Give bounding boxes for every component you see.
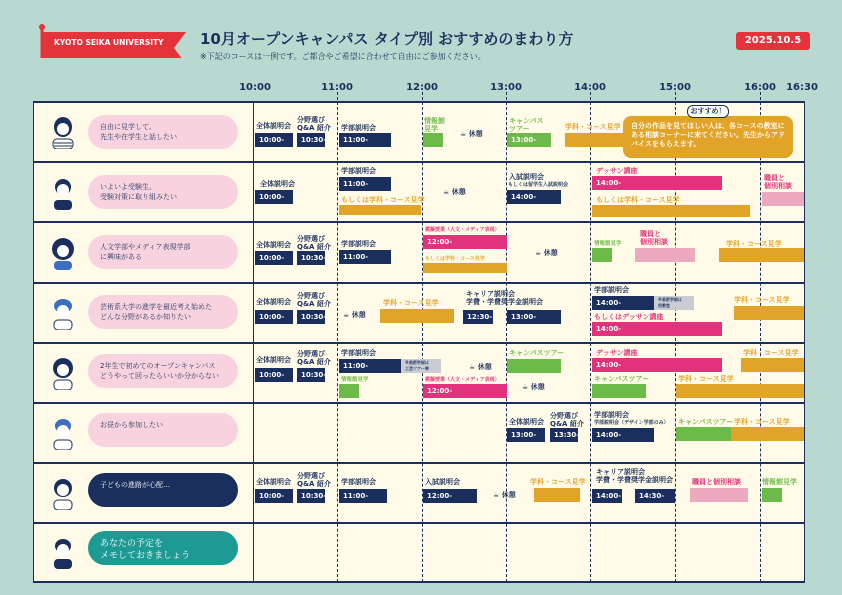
event-label: 全体説明会 <box>256 478 291 486</box>
time-gridline <box>422 92 423 582</box>
event-label: 分野選び Q&A 紹介 <box>297 350 331 366</box>
event-label: 模擬授業（人文・メディア表現） <box>425 227 500 233</box>
event-label: 学部説明会 <box>341 124 376 132</box>
time-bar: 14:00- <box>592 296 654 310</box>
event-label: 情報館見学 <box>594 241 622 247</box>
time-bar: 10:30- <box>297 310 325 324</box>
row-divider <box>33 342 805 344</box>
time-bar: 10:00- <box>255 310 293 324</box>
event-label: キャリア説明会 学費・学費奨学金説明会 <box>466 290 543 306</box>
cup-icon: ☕ <box>469 363 476 371</box>
event-bar <box>741 358 804 372</box>
break-label: ☕ 休憩 <box>443 188 466 196</box>
time-gridline <box>760 92 761 582</box>
event-label: 全体説明会 <box>509 418 544 426</box>
event-label: キャンパスツアー <box>594 375 650 383</box>
persona-bubble: 芸術系大学の進学を最近考え始めた どんな分野があるか知りたい <box>88 295 238 329</box>
persona-bubble: 自由に見学して、 先生や在学生と話したい <box>88 115 238 149</box>
event-label: 学科・コース見学 <box>743 349 799 357</box>
time-bar: 11:00- <box>339 250 391 264</box>
event-bar <box>676 384 804 398</box>
time-bar: 14:00- <box>592 489 622 503</box>
memo-bubble: あなたの予定を メモしておきましょう <box>88 531 238 565</box>
event-bar <box>507 359 561 373</box>
event-label: 分野選び Q&A 紹介 <box>297 235 331 251</box>
time-bar: 10:00- <box>255 190 293 204</box>
event-label: 学部説明会 <box>341 349 376 357</box>
time-gridline <box>337 92 338 582</box>
person-avatar-icon <box>48 535 78 569</box>
event-bar <box>339 205 421 215</box>
time-gridline <box>590 92 591 582</box>
person-avatar-icon <box>48 416 78 450</box>
time-bar: 10:30- <box>297 368 325 382</box>
event-label: キャリア説明会 学費・学費奨学金説明会 <box>596 468 673 484</box>
time-label: 15:00 <box>659 82 691 93</box>
event-label: デッサン講座 <box>596 349 638 357</box>
time-bar: 10:00- <box>255 251 293 265</box>
recommend-badge: おすすめ！ <box>687 105 729 118</box>
persona-bubble: 2年生で初めてのオープンキャンパス どうやって回ったらいいか分からない <box>88 354 238 388</box>
time-label: 11:00 <box>321 82 353 93</box>
page-subtitle: ※下記のコースは一例です。ご都合やご希望に合わせて自由にご参加ください。 <box>200 52 486 61</box>
cup-icon: ☕ <box>343 311 350 319</box>
time-label: 16:30 <box>786 82 818 93</box>
time-bar: 10:00- <box>255 489 293 503</box>
event-bar <box>762 192 804 206</box>
event-label: もしくは学科・コース見学 <box>341 196 425 204</box>
time-bar: 10:30- <box>297 251 325 265</box>
time-bar: 10:30- <box>297 133 325 147</box>
event-label: もしくは学科・コース見学 <box>596 196 680 204</box>
time-label: 14:00 <box>574 82 606 93</box>
event-label: 職員と個別相談 <box>692 478 741 486</box>
break-label: ☕ 休憩 <box>469 363 492 371</box>
event-label: 学部説明会 <box>341 478 376 486</box>
event-label: 入試説明会 <box>509 173 544 181</box>
person-avatar-icon <box>48 176 78 210</box>
event-bar <box>676 427 731 441</box>
university-flag <box>36 24 186 58</box>
time-bar: 14:00- <box>592 176 722 190</box>
time-gridline <box>675 92 676 582</box>
event-label: 学科・コース見学 <box>530 478 586 486</box>
event-bar <box>719 248 804 262</box>
event-label: もしくは学科・コース見学 <box>425 256 485 262</box>
event-label: 情報館見学 <box>341 377 369 383</box>
break-label: ☕ 休憩 <box>460 130 483 138</box>
row-divider <box>33 101 805 103</box>
persona-bubble: 子どもの進路が心配… <box>88 473 238 507</box>
event-label: 全体説明会 <box>260 180 295 188</box>
time-bar: 13:00- <box>507 133 551 147</box>
event-label: 職員と 個別相談 <box>640 230 668 246</box>
advice-callout: 自分の作品を見てほしい人は、各コースの教室にある相談コーナーに来てください。先生からアドバイスをもらえます。 <box>623 116 793 158</box>
row-divider <box>33 161 805 163</box>
event-label: 全体説明会 <box>256 122 291 130</box>
event-bar <box>690 488 748 502</box>
person-avatar-icon <box>48 236 78 270</box>
event-label: 学科・コース見学 <box>734 418 790 426</box>
cup-icon: ☕ <box>493 491 500 499</box>
event-label: キャンパスツアー <box>509 349 565 357</box>
row-divider <box>33 581 805 583</box>
break-label: ☕ 休憩 <box>522 383 545 391</box>
time-label: 13:00 <box>490 82 522 93</box>
time-bar: 13:00- <box>507 428 545 442</box>
event-label: 情報館 見学 <box>424 117 445 133</box>
event-label: 学科・コース見学 <box>726 240 782 248</box>
event-label: 入試説明会 <box>425 478 460 486</box>
time-bar: 14:00- <box>507 190 561 204</box>
person-avatar-icon <box>48 476 78 510</box>
time-label: 16:00 <box>744 82 776 93</box>
time-gridline <box>506 92 507 582</box>
event-bar <box>423 133 443 147</box>
time-bar: 11:00- <box>339 359 401 373</box>
time-bar: 14:00- <box>592 428 654 442</box>
event-bar <box>635 248 695 262</box>
event-label: デッサン講座 <box>596 167 638 175</box>
event-bar <box>734 306 804 320</box>
break-label: ☕ 休憩 <box>493 491 516 499</box>
persona-bubble: お昼から参加したい <box>88 413 238 447</box>
time-bar: 12:30- <box>463 310 493 324</box>
event-label: 学部説明会 <box>594 411 629 419</box>
event-bar <box>380 309 454 323</box>
event-label: 情報館見学 <box>762 478 797 486</box>
time-bar: 12:00- <box>423 235 507 249</box>
event-label: 全体説明会 <box>256 241 291 249</box>
time-bar: 14:00- <box>592 358 722 372</box>
note-bar: ※美術学部は 別教室 <box>654 296 694 310</box>
event-label: キャンパスツアー <box>678 418 734 426</box>
event-label: 全体説明会 <box>256 298 291 306</box>
time-bar: 14:00- <box>592 322 722 336</box>
page-title: 10月オープンキャンパス タイプ別 おすすめのまわり方 <box>200 30 574 48</box>
time-bar: 14:30- <box>635 489 675 503</box>
event-bar <box>339 384 359 398</box>
event-label: 分野選び Q&A 紹介 <box>297 116 331 132</box>
time-label: 12:00 <box>406 82 438 93</box>
event-label: 学部説明会 <box>341 167 376 175</box>
event-label: 学科・コース見学 <box>383 299 439 307</box>
time-bar: 10:30- <box>297 489 325 503</box>
persona-bubble: いよいよ受験生。 受験対策に取り組みたい <box>88 175 238 209</box>
event-bar <box>731 427 804 441</box>
person-avatar-icon <box>48 115 78 149</box>
event-bar <box>762 488 782 502</box>
event-label: もしくは留学生入試説明会 <box>508 182 569 188</box>
event-bar <box>423 263 507 273</box>
event-label: 全体説明会 <box>256 356 291 364</box>
time-label: 10:00 <box>239 82 271 93</box>
row-divider <box>33 282 805 284</box>
event-label: 学部説明会（デザイン学部のみ） <box>594 420 669 426</box>
cup-icon: ☕ <box>522 383 529 391</box>
time-bar: 11:00- <box>339 177 391 191</box>
row-divider <box>33 402 805 404</box>
person-avatar-icon <box>48 296 78 330</box>
time-bar: 12:00- <box>423 489 477 503</box>
time-bar: 10:00- <box>255 368 293 382</box>
event-label: もしくはデッサン講座 <box>594 313 664 321</box>
time-bar: 13:00- <box>507 310 561 324</box>
event-label: 分野選び Q&A 紹介 <box>550 412 584 428</box>
row-divider <box>33 522 805 524</box>
person-avatar-icon <box>48 356 78 390</box>
event-label: 学部説明会 <box>594 286 629 294</box>
event-label: 学科・コース見学 <box>734 296 790 304</box>
event-label: 学科・コース見学 <box>678 375 734 383</box>
cup-icon: ☕ <box>460 130 467 138</box>
university-name: KYOTO SEIKA UNIVERSITY <box>54 38 164 47</box>
event-bar <box>592 248 612 262</box>
event-label: 学部説明会 <box>341 240 376 248</box>
persona-bubble: 人文学部やメディア表現学部 に興味がある <box>88 235 238 269</box>
event-bar <box>592 205 750 217</box>
event-label: 職員と 個別相談 <box>764 174 792 190</box>
time-bar: 10:00- <box>255 133 293 147</box>
time-bar: 12:00- <box>423 384 507 398</box>
row-divider <box>33 462 805 464</box>
break-label: ☕ 休憩 <box>343 311 366 319</box>
row-divider <box>33 221 805 223</box>
event-label: 分野選び Q&A 紹介 <box>297 472 331 488</box>
event-bar <box>592 384 646 398</box>
note-bar: ※美術学部は 工芸ツアー等 <box>401 359 441 373</box>
cup-icon: ☕ <box>535 249 542 257</box>
event-label: 学科・コース見学 <box>565 123 621 131</box>
break-label: ☕ 休憩 <box>535 249 558 257</box>
cup-icon: ☕ <box>443 188 450 196</box>
time-bar: 11:00- <box>339 489 387 503</box>
time-bar: 11:00- <box>339 133 391 147</box>
event-label: キャンパス ツアー <box>509 117 544 133</box>
event-date-badge: 2025.10.5 <box>736 32 810 50</box>
event-label: 模擬授業（人文・メディア表現） <box>425 377 500 383</box>
time-bar: 13:30- <box>550 428 578 442</box>
event-label: 分野選び Q&A 紹介 <box>297 292 331 308</box>
event-bar <box>534 488 580 502</box>
